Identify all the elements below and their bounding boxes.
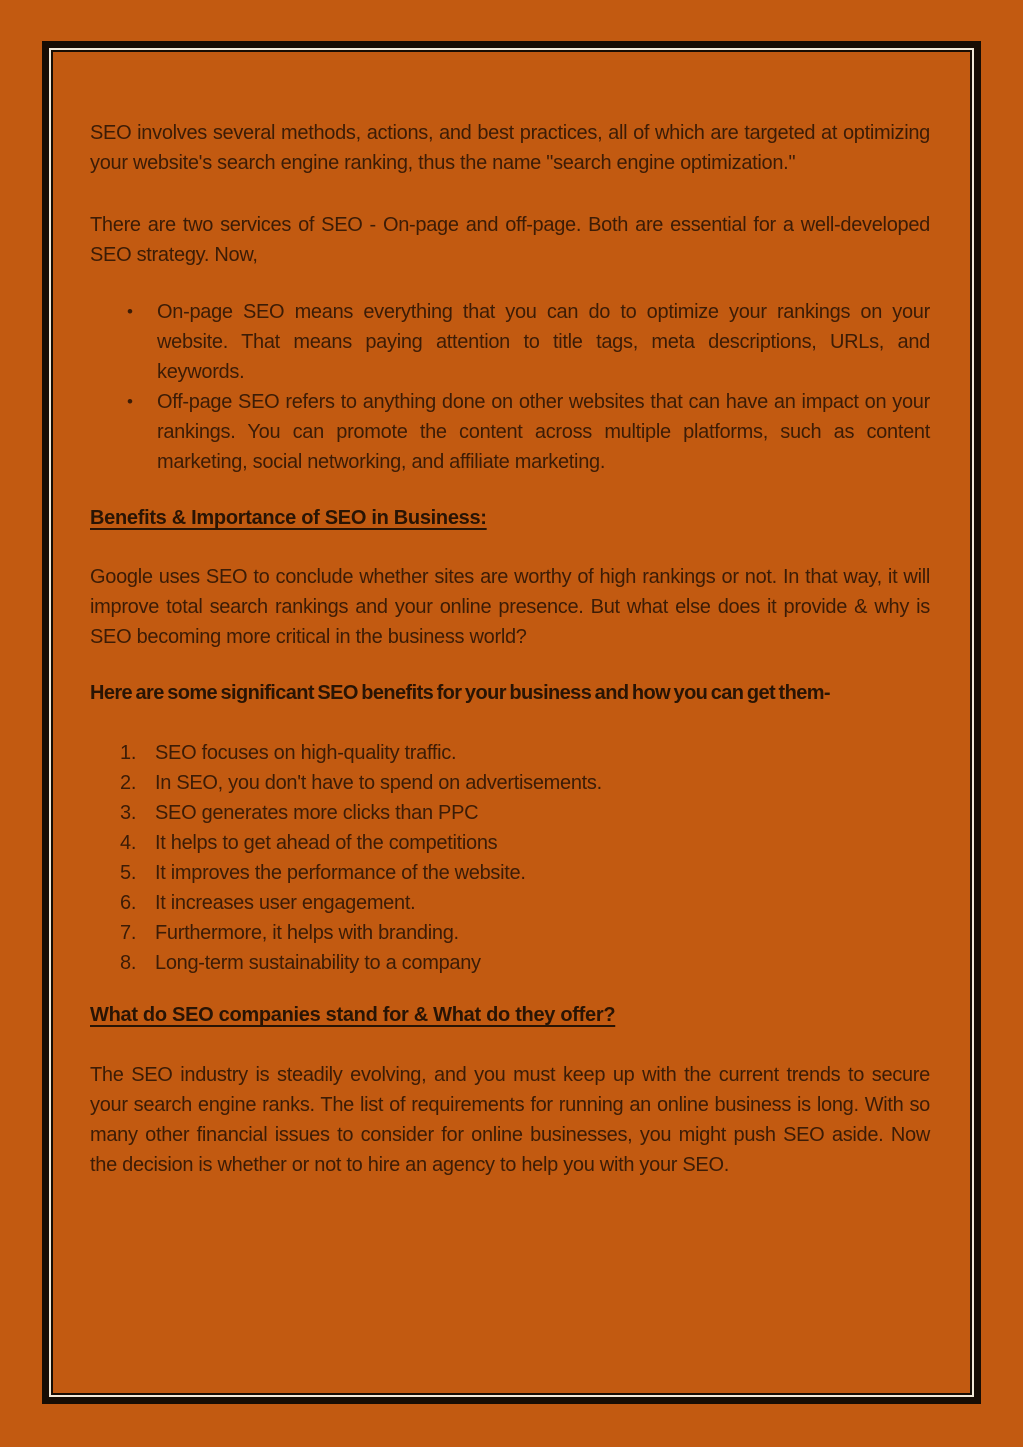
numbered-item-text: It increases user engagement. bbox=[155, 892, 416, 914]
bullet-list-item bbox=[90, 387, 930, 477]
list-number: 6. bbox=[120, 892, 137, 914]
numbered-list-item bbox=[90, 918, 930, 948]
numbered-item-text: In SEO, you don't have to spend on advertisements. bbox=[155, 772, 602, 794]
numbered-item-text: It improves the performance of the website. bbox=[155, 862, 526, 884]
services-paragraph: There are two services of SEO - On-page and off-page. Both are essential for a well-developed SEO strategy. Now, bbox=[90, 214, 930, 266]
seo-industry-paragraph: The SEO industry is steadily evolving, and you must keep up with the current trends to secure your search engine ranks. The list of requirements for running an online business is long. With so many other financial issues to consider for online businesses, you might push SEO aside. Now the decision is whether or not to hire an agency to help you with your SEO. bbox=[90, 1064, 930, 1176]
numbered-item-text: It helps to get ahead of the competitions bbox=[155, 832, 498, 854]
numbered-list-item bbox=[90, 828, 930, 858]
benefits-heading: Benefits & Importance of SEO in Business: bbox=[90, 507, 487, 529]
bullet-item-text: On-page SEO means everything that you can do to optimize your rankings on your website. That means paying attention to title tags, meta descriptions, URLs, and keywords. bbox=[157, 301, 930, 383]
bullet-icon: • bbox=[127, 302, 133, 321]
list-number: 2. bbox=[120, 772, 137, 794]
slide-border-frame bbox=[42, 41, 981, 1404]
list-number: 1. bbox=[120, 742, 137, 764]
numbered-list-item bbox=[90, 858, 930, 888]
benefits-lead-line: Here are some significant SEO benefits for your business and how you can get them- bbox=[90, 682, 830, 704]
list-number: 4. bbox=[120, 832, 137, 854]
google-rankings-paragraph: Google uses SEO to conclude whether sites are worthy of high rankings or not. In that way, it will improve total search rankings and your online presence. But what else does it provide & why is SEO becoming more critical in the business world? bbox=[90, 566, 930, 648]
numbered-list-item bbox=[90, 768, 930, 798]
list-number: 7. bbox=[120, 922, 137, 944]
intro-paragraph: SEO involves several methods, actions, and best practices, all of which are targeted at optimizing your website's search engine ranking, thus the name "search engine optimization." bbox=[90, 122, 930, 174]
bullet-item-text: Off-page SEO refers to anything done on other websites that can have an impact on your rankings. You can promote the content across multiple platforms, such as content marketing, social networking, and affiliate marketing. bbox=[157, 391, 930, 473]
seo-types-bullet-list bbox=[90, 297, 930, 477]
numbered-item-text: Furthermore, it helps with branding. bbox=[155, 922, 459, 944]
list-number: 3. bbox=[120, 802, 137, 824]
benefits-numbered-list bbox=[90, 738, 930, 978]
numbered-item-text: SEO focuses on high-quality traffic. bbox=[155, 742, 457, 764]
seo-companies-heading: What do SEO companies stand for & What do they offer? bbox=[90, 1004, 616, 1026]
numbered-list-item bbox=[90, 798, 930, 828]
bullet-list-item bbox=[90, 297, 930, 387]
bullet-icon: • bbox=[127, 392, 133, 411]
slide-content-area bbox=[51, 50, 972, 1395]
list-number: 8. bbox=[120, 952, 137, 974]
list-number: 5. bbox=[120, 862, 137, 884]
numbered-list-item bbox=[90, 738, 930, 768]
numbered-list-item bbox=[90, 948, 930, 978]
numbered-list-item bbox=[90, 888, 930, 918]
numbered-item-text: SEO generates more clicks than PPC bbox=[155, 802, 479, 824]
numbered-item-text: Long-term sustainability to a company bbox=[155, 952, 481, 974]
